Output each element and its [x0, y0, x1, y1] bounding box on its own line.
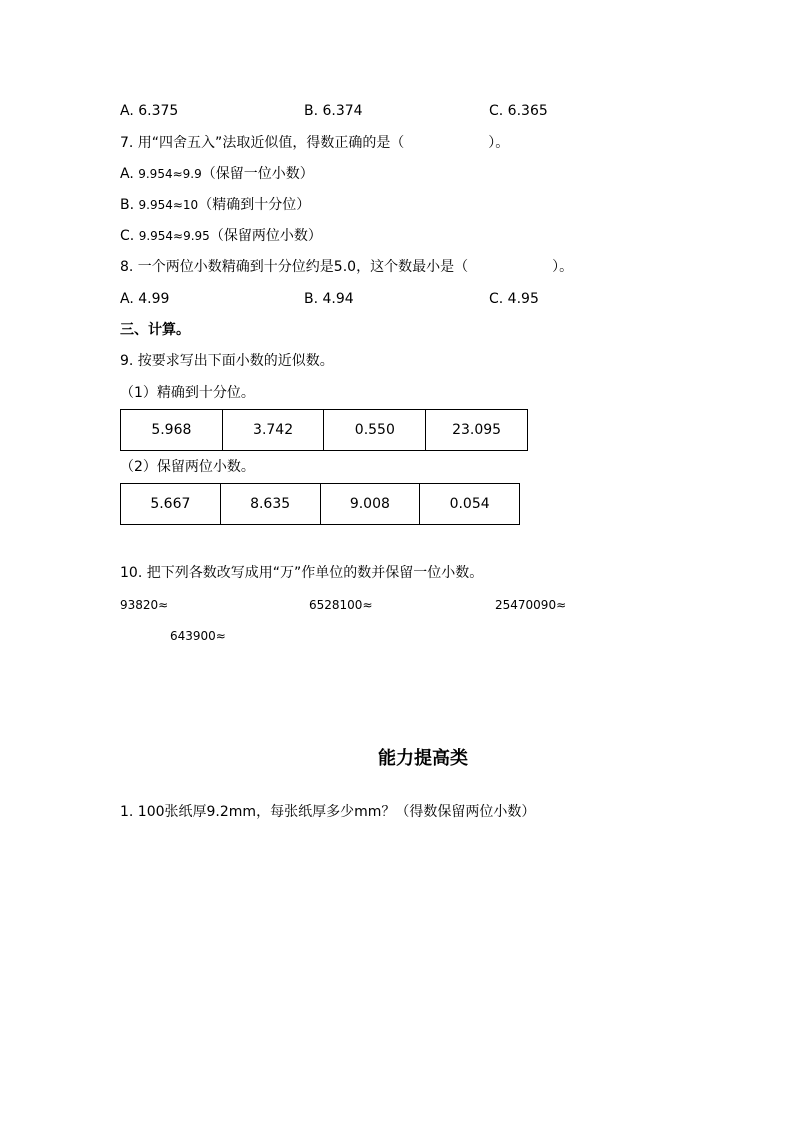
q8-option-c: C. 4.95: [489, 291, 539, 307]
q7-option-c-expr: 9.954≈9.95: [138, 229, 210, 243]
table-cell: 5.968: [121, 410, 223, 451]
section-title: 能力提高类: [378, 748, 468, 769]
table-cell: 9.008: [320, 484, 420, 525]
q8-option-b: B. 4.94: [304, 291, 354, 307]
q7-option-b-expr: 9.954≈10: [138, 198, 199, 212]
q10-stem: 10. 把下列各数改写成用“万”作单位的数并保留一位小数。: [120, 565, 484, 581]
q7-option-c-note: （保留两位小数）: [209, 228, 322, 244]
q8-stem: 8. 一个两位小数精确到十分位约是5.0，这个数最小是（ ）。: [120, 259, 574, 275]
q9-part1-label: （1）精确到十分位。: [120, 385, 255, 401]
q9-part1-table: [120, 409, 528, 451]
q7-option-a-expr: 9.954≈9.9: [138, 167, 202, 181]
q7-option-c: [120, 227, 322, 245]
q6-option-c: C. 6.365: [489, 103, 548, 119]
q7-option-a: [120, 165, 314, 183]
q8-option-a: A. 4.99: [120, 291, 170, 307]
q9-stem: 9. 按要求写出下面小数的近似数。: [120, 353, 334, 369]
q9-part2-label: （2）保留两位小数。: [120, 459, 255, 475]
q10-item: 6528100≈: [309, 598, 373, 612]
section-heading: 三、计算。: [120, 322, 190, 338]
q7-option-b-label: B.: [120, 197, 135, 213]
q7-option-a-note: （保留一位小数）: [201, 166, 314, 182]
table-cell: 0.550: [324, 410, 426, 451]
q6-option-b: B. 6.374: [304, 103, 363, 119]
q7-option-b-note: （精确到十分位）: [198, 197, 311, 213]
q7-option-a-label: A.: [120, 166, 134, 182]
q7-option-c-label: C.: [120, 228, 135, 244]
q10-item: 25470090≈: [495, 598, 567, 612]
problem-1: 1. 100张纸厚9.2mm，每张纸厚多少mm？（得数保留两位小数）: [120, 804, 536, 820]
q10-item: 643900≈: [170, 629, 226, 643]
table-cell: 8.635: [220, 484, 320, 525]
table-cell: 0.054: [420, 484, 520, 525]
q7-stem: 7. 用“四舍五入”法取近似值，得数正确的是（ ）。: [120, 135, 510, 151]
table-cell: 5.667: [121, 484, 221, 525]
table-cell: 3.742: [222, 410, 324, 451]
table-cell: 23.095: [426, 410, 528, 451]
q10-item: 93820≈: [120, 598, 169, 612]
q9-part2-table: [120, 483, 520, 525]
q7-option-b: [120, 196, 310, 214]
q6-option-a: A. 6.375: [120, 103, 179, 119]
